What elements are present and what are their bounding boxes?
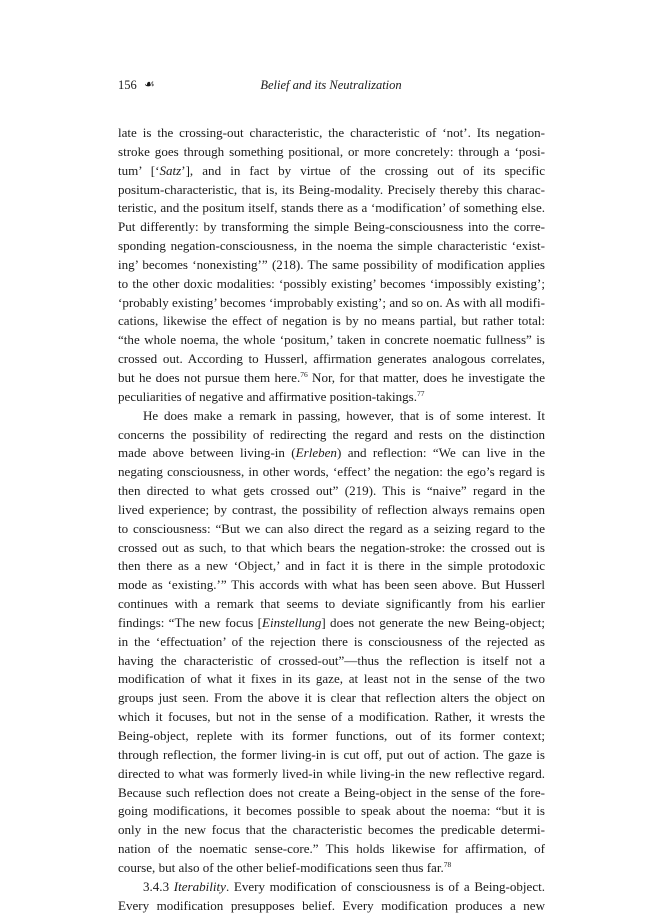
text-line: tum’ [‘Satz’], and in fact by virtue of the crossing out of its specific <box>118 162 546 178</box>
text-line: teristic, and the positum itself, stands there as a ‘modification’ of something else. <box>118 200 545 216</box>
text-line: sponding negation-consciousness, in the noema the simple characteristic ‘exist- <box>118 238 545 254</box>
text-line: mode as ‘existing.’” This accords with what has been seen above. But Husserl <box>118 577 545 593</box>
text-line: going modifications, it becomes possible to speak about the noema: “but it is <box>118 803 545 819</box>
text-line: made above between living-in (Erleben) and reflection: “We can live in the <box>118 445 545 461</box>
text-line: cations, likewise the effect of negation is by no means partial, but rather total: <box>118 313 545 329</box>
text-line: in the ‘effectuation’ of the rejection there is consciousness of the rejected as <box>118 633 545 649</box>
text-line: to the other doxic modalities: ‘possibly existing’ becomes ‘impossibly existing’; <box>118 275 545 291</box>
text-line: late is the crossing-out characteristic, the characteristic of ‘not’. Its negation- <box>118 125 545 140</box>
text-line: He does make a remark in passing, however, that is of some interest. It <box>143 407 545 423</box>
section-number: 3.4.3 <box>143 878 174 894</box>
text-line: peculiarities of negative and affirmative position-takings.$^{77}$ <box>118 388 425 404</box>
text-line: but he does not pursue them here.$^{76}$ Nor, for that matter, does he investigate the <box>118 369 545 385</box>
text-line: 3.4.3 Iterability. Every modification of consciousness is of a Being-object. <box>143 878 545 894</box>
text-line: concerns the possibility of redirecting the regard and rests on the distinction <box>118 426 545 442</box>
page-number: 156 <box>118 78 137 92</box>
text-line: modification of what it fixes in its gaze, at least not in the sense of the two <box>118 671 545 687</box>
text-line: negating consciousness, in other words, ‘effect’ the negation: the ego’s regard is <box>118 464 545 480</box>
text-line: “the whole noema, the whole ‘positum,’ taken in concrete noematic fullness” is <box>118 332 545 348</box>
text-line: Every modification presupposes belief. Every modification produces a new <box>118 897 545 913</box>
text-line: only in the new focus that the characteristic becomes the predicable determi- <box>118 822 545 838</box>
text-line: to consciousness: “But we can also direct the regard as a seizing regard to the <box>118 520 545 536</box>
text-line: Because such reflection does not create a Being-object in the sense of the fore- <box>118 784 545 800</box>
text-line: ‘probably existing’ becomes ‘improbably existing’; and so on. As with all modifi- <box>118 294 545 310</box>
text-line: crossed out. According to Husserl, affirmation generates analogous correlates, <box>118 351 545 367</box>
footnote-ref: 77 <box>417 388 425 398</box>
text-line: then there as a new ‘Object,’ and in fact it is there in the simple protodoxic <box>118 558 545 574</box>
text-line: which it focuses, but not in the sense of a modification. Rather, it wrests the <box>118 709 545 725</box>
text-line: Put differently: by transforming the simple Being-consciousness into the corre- <box>118 219 545 235</box>
text-line: stroke goes through something positional, or more concretely: through a ‘posi- <box>118 143 545 159</box>
body-text <box>118 124 545 915</box>
text-line: directed to what was formerly lived-in while living-in the new reflective regard. <box>118 765 545 781</box>
text-line: nation of the noematic sense-core.” This holds likewise for affirmation, of <box>118 841 545 857</box>
text-line: having the characteristic of crossed-out”—thus the reflection is itself not a <box>118 652 545 668</box>
text-line: groups just seen. From the above it is clear that reflection alters the object on <box>118 690 545 706</box>
text-line: through reflection, the former living-in is cut off, put out of action. The gaze is <box>118 746 545 762</box>
text-line: ing’ becomes ‘nonexisting’” (218). The same possibility of modification applies <box>118 256 545 272</box>
text-line: course, but also of the other belief-modifications seen thus far.$^{78}$ <box>118 859 452 875</box>
text-line: then directed to what gets crossed out” (219). This is “naive” regard in the <box>118 483 545 499</box>
text-line: lived experience; by contrast, the possibility of reflection always remains open <box>118 501 545 517</box>
text-line: findings: “The new focus [Einstellung] does not generate the new Being-object; <box>118 614 545 630</box>
running-header <box>118 78 544 98</box>
footnote-ref: 76 <box>300 369 308 379</box>
text-line: continues with a remark that seems to deviate significantly from his earlier <box>118 596 545 612</box>
footnote-ref: 78 <box>443 859 452 869</box>
text-line: Being-object, replete with its former functions, out of its former context; <box>118 728 545 743</box>
ornament-icon: ☙ <box>144 77 155 91</box>
section-title: Iterability <box>173 878 226 894</box>
text-line: crossed out as such, to that which bears the negation-stroke: the crossed out is <box>118 539 545 555</box>
text-line: positum-characteristic, that is, its Being-modality. Precisely thereby this charac- <box>118 181 545 197</box>
running-title: Belief and its Neutralization <box>260 78 402 92</box>
